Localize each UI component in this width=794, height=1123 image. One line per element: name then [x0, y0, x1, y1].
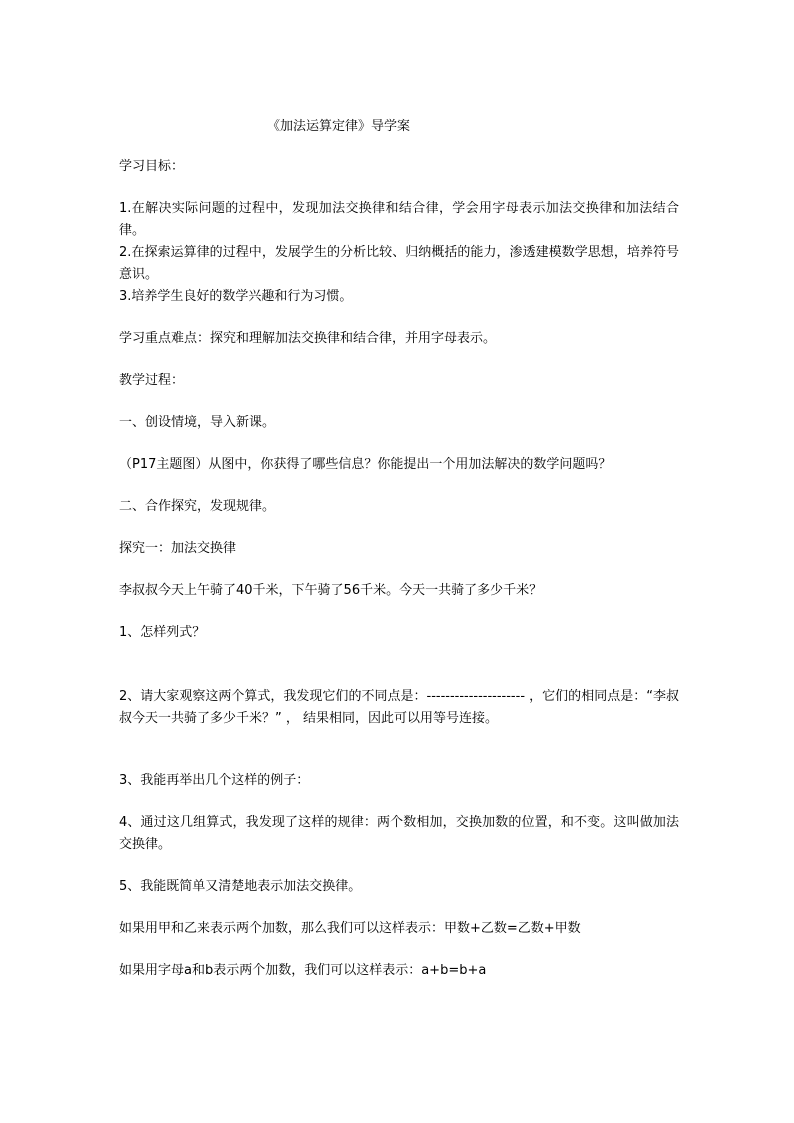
spacer — [119, 178, 679, 198]
spacer — [119, 392, 679, 412]
spacer — [119, 898, 679, 918]
spacer — [119, 602, 679, 622]
process-heading: 教学过程： — [119, 373, 185, 388]
objectives-heading: 学习目标： — [119, 159, 185, 174]
spacer — [119, 308, 679, 328]
explore-1-heading: 探究一：加法交换律 — [119, 541, 237, 556]
document-body — [119, 156, 679, 982]
expression-letters: 如果用字母a和b表示两个加数，我们可以这样表示：a+b=b+a — [119, 963, 487, 978]
section-1-text: （P17主题图）从图中，你获得了哪些信息？你能提出一个用加法解决的数学问题吗？ — [119, 457, 612, 472]
step-4: 4、通过这几组算式，我发现了这样的规律：两个数相加，交换加数的位置，和不变。这叫做加法交换律。 — [119, 815, 679, 852]
section-1-heading: 一、创设情境，导入新课。 — [119, 415, 276, 430]
expression-words: 如果用甲和乙来表示两个加数，那么我们可以这样表示：甲数+乙数=乙数+甲数 — [119, 921, 581, 936]
objective-2: 2.在探索运算律的过程中，发展学生的分析比较、归纳概括的能力，渗透建模数学思想，培养符号意识。 — [119, 245, 679, 282]
spacer — [119, 476, 679, 496]
section-2-heading: 二、合作探究，发现规律。 — [119, 499, 276, 514]
spacer — [119, 350, 679, 370]
step-1: 1、怎样列式？ — [119, 625, 206, 640]
step-2: 2、请大家观察这两个算式，我发现它们的不同点是：--------------------- ，它们的相同点是：“李叔叔今天一共骑了多少千米？” ， 结果相同，因此可以用等号连接。 — [119, 689, 679, 726]
spacer — [119, 792, 679, 812]
objective-1: 1.在解决实际问题的过程中，发现加法交换律和结合律，学会用字母表示加法交换律和加法结合律。 — [119, 201, 679, 238]
document-title: 《加法运算定律》导学案 — [267, 119, 411, 134]
step-3: 3、我能再举出几个这样的例子： — [119, 773, 310, 788]
spacer — [119, 644, 679, 686]
spacer — [119, 560, 679, 580]
spacer — [119, 518, 679, 538]
spacer — [119, 434, 679, 454]
spacer — [119, 730, 679, 770]
problem-text: 李叔叔今天上午骑了40千米，下午骑了56千米。今天一共骑了多少千米？ — [119, 583, 543, 598]
step-5: 5、我能既简单又清楚地表示加法交换律。 — [119, 879, 362, 894]
key-points: 学习重点难点：探究和理解加法交换律和结合律，并用字母表示。 — [119, 331, 497, 346]
spacer — [119, 856, 679, 876]
spacer — [119, 940, 679, 960]
objective-3: 3.培养学生良好的数学兴趣和行为习惯。 — [119, 289, 353, 304]
